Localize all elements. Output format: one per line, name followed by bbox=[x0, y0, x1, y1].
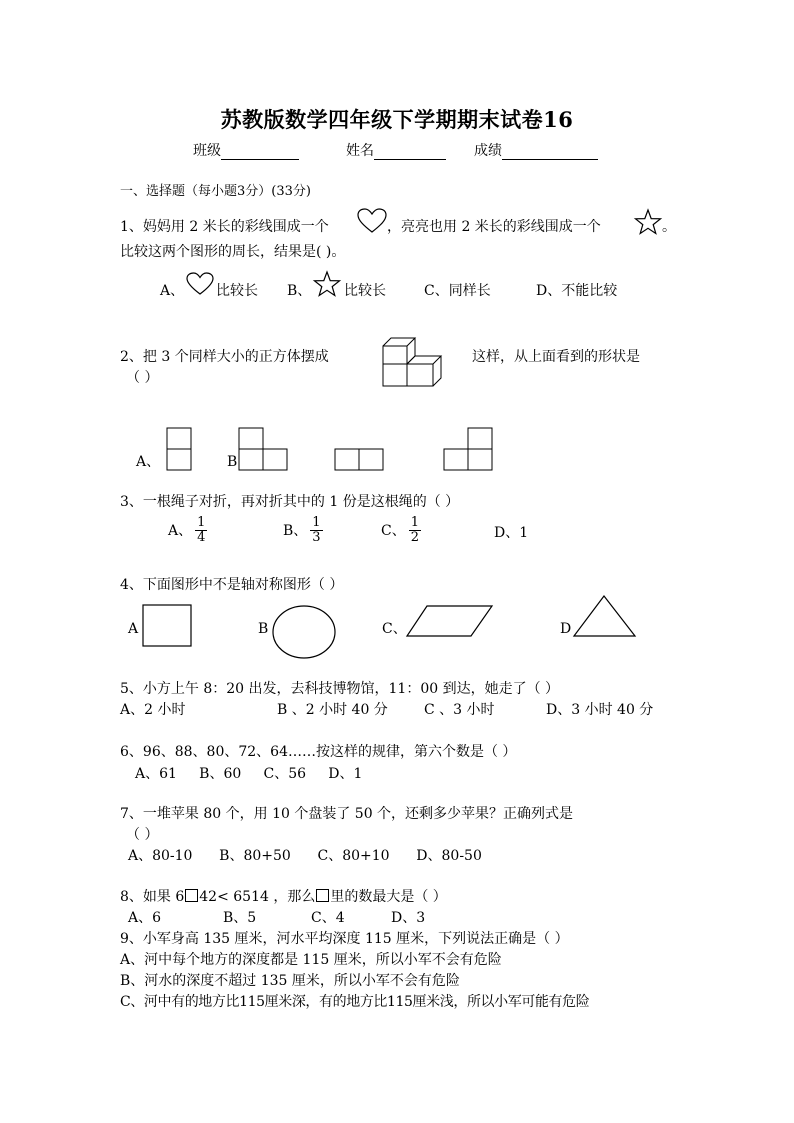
q7-stem-line2: （ ） bbox=[126, 827, 159, 843]
q5-option-d[interactable]: D、3 小时 40 分 bbox=[546, 702, 654, 718]
q6-options[interactable]: A、61 B、60 C、56 D、1 bbox=[135, 766, 363, 782]
q3-option-c[interactable] bbox=[381, 516, 424, 545]
q2-option-a-label[interactable]: A、 bbox=[136, 454, 161, 470]
q5-option-b[interactable]: B 、2 小时 40 分 bbox=[277, 702, 388, 718]
q2-stem-part1: 2、把 3 个同样大小的正方体摆成 bbox=[120, 349, 329, 365]
q9-option-a[interactable]: A、河中每个地方的深度都是 115 厘米，所以小军不会有危险 bbox=[120, 952, 502, 968]
q1-option-c[interactable]: C、同样长 bbox=[424, 283, 491, 299]
q8-option-c[interactable]: C、4 bbox=[311, 910, 345, 926]
q2-option-a-figure[interactable] bbox=[166, 427, 193, 472]
q3-option-b[interactable] bbox=[283, 516, 326, 545]
fraction-one-half bbox=[409, 516, 421, 545]
page-title: 苏教版数学四年级下学期期末试卷16 bbox=[220, 107, 574, 132]
heart-icon bbox=[186, 272, 214, 296]
q1-stem-part1: 1、妈妈用 2 米长的彩线围成一个 bbox=[120, 219, 329, 235]
q4-option-d-label[interactable]: D bbox=[560, 621, 572, 637]
q2-stem-part2: 这样，从上面看到的形状是 bbox=[472, 349, 640, 365]
name-field[interactable] bbox=[346, 140, 446, 160]
blank-box-icon bbox=[316, 889, 329, 902]
q8-stem-part3: 里的数最大是（ ） bbox=[330, 889, 447, 905]
numerator: 1 bbox=[312, 515, 321, 530]
q7-stem: 7、一堆苹果 80 个，用 10 个盘装了 50 个，还剩多少苹果？正确列式是 bbox=[120, 806, 574, 822]
q8-option-a[interactable]: A、6 bbox=[128, 910, 162, 926]
star-icon bbox=[313, 271, 341, 297]
q1-option-a-label[interactable]: A、 bbox=[160, 283, 185, 299]
q8-stem-part1: 8、如果 6 bbox=[120, 889, 185, 905]
q2-option-c-figure[interactable] bbox=[334, 448, 386, 472]
q2-option-d-figure[interactable] bbox=[443, 427, 495, 472]
q6-stem: 6、96、88、80、72、64……按这样的规律，第六个数是（ ） bbox=[120, 744, 517, 760]
class-blank[interactable] bbox=[221, 145, 299, 160]
q2-option-b-figure[interactable] bbox=[238, 427, 290, 472]
q9-option-c[interactable]: C、河中有的地方比115厘米深，有的地方比115厘米浅，所以小军可能有危险 bbox=[120, 994, 590, 1010]
q5-option-a[interactable]: A、2 小时 bbox=[120, 702, 186, 718]
denominator: 3 bbox=[312, 530, 321, 545]
cube-stack-figure bbox=[380, 334, 444, 390]
q1-stem-part2: ，亮亮也用 2 米长的彩线围成一个 bbox=[387, 219, 601, 235]
q7-options[interactable]: A、80-10 B、80+50 C、80+10 D、80-50 bbox=[128, 848, 482, 864]
denominator: 4 bbox=[197, 530, 206, 545]
q4-option-b-label[interactable]: B bbox=[258, 621, 269, 637]
fraction-one-quarter bbox=[195, 516, 207, 545]
name-label: 姓名 bbox=[346, 143, 374, 159]
q4-option-a-label[interactable]: A bbox=[128, 621, 139, 637]
score-blank[interactable] bbox=[502, 145, 598, 160]
heart-icon bbox=[357, 208, 387, 234]
q4-option-c-label[interactable]: C、 bbox=[382, 621, 407, 637]
score-field[interactable] bbox=[474, 140, 598, 160]
q5-stem: 5、小方上午 8：20 出发，去科技博物馆，11：00 到达，她走了（ ） bbox=[120, 681, 560, 697]
q5-option-c[interactable]: C 、3 小时 bbox=[424, 702, 495, 718]
fraction-one-third bbox=[310, 516, 322, 545]
q1-option-d[interactable]: D、不能比较 bbox=[536, 283, 618, 299]
q3-option-d[interactable]: D、1 bbox=[494, 525, 529, 541]
q3-option-a-label: A、 bbox=[168, 522, 193, 539]
q8-stem bbox=[120, 888, 447, 906]
denominator: 2 bbox=[410, 530, 419, 545]
circle-figure[interactable] bbox=[270, 604, 338, 660]
q2-stem-line2: （ ） bbox=[126, 370, 159, 386]
square-figure[interactable] bbox=[141, 604, 193, 648]
q9-option-b[interactable]: B、河水的深度不超过 135 厘米，所以小军不会有危险 bbox=[120, 973, 460, 989]
q1-option-b-label[interactable]: B、 bbox=[287, 283, 312, 299]
blank-box-icon bbox=[185, 889, 198, 902]
section-heading: 一、选择题（每小题3分）(33分) bbox=[120, 184, 311, 199]
q1-stem-line2: 比较这两个图形的周长，结果是( )。 bbox=[120, 244, 346, 260]
q3-option-a[interactable] bbox=[168, 516, 210, 545]
q3-stem: 3、一根绳子对折，再对折其中的 1 份是这根绳的（ ） bbox=[120, 494, 460, 510]
numerator: 1 bbox=[410, 515, 419, 530]
name-blank[interactable] bbox=[374, 145, 446, 160]
q2-option-b-label[interactable]: B bbox=[227, 454, 238, 470]
q8-stem-part2: 42< 6514 ，那么 bbox=[199, 889, 316, 905]
q4-stem: 4、下面图形中不是轴对称图形（ ） bbox=[120, 577, 344, 593]
q8-option-b[interactable]: B、5 bbox=[223, 910, 257, 926]
triangle-figure[interactable] bbox=[572, 594, 638, 638]
class-field[interactable] bbox=[193, 140, 299, 160]
parallelogram-figure[interactable] bbox=[405, 604, 495, 638]
q9-stem: 9、小军身高 135 厘米，河水平均深度 115 厘米，下列说法正确是（ ） bbox=[120, 931, 569, 947]
score-label: 成绩 bbox=[474, 143, 502, 159]
q3-option-b-label: B、 bbox=[283, 522, 308, 539]
q3-option-c-label: C、 bbox=[381, 522, 406, 539]
numerator: 1 bbox=[197, 515, 206, 530]
q1-option-a-text[interactable]: 比较长 bbox=[216, 283, 258, 299]
class-label: 班级 bbox=[193, 143, 221, 159]
q8-option-d[interactable]: D、3 bbox=[391, 910, 426, 926]
q1-option-b-text[interactable]: 比较长 bbox=[344, 283, 386, 299]
star-icon bbox=[634, 209, 662, 235]
q1-stem-part3: 。 bbox=[662, 219, 676, 235]
